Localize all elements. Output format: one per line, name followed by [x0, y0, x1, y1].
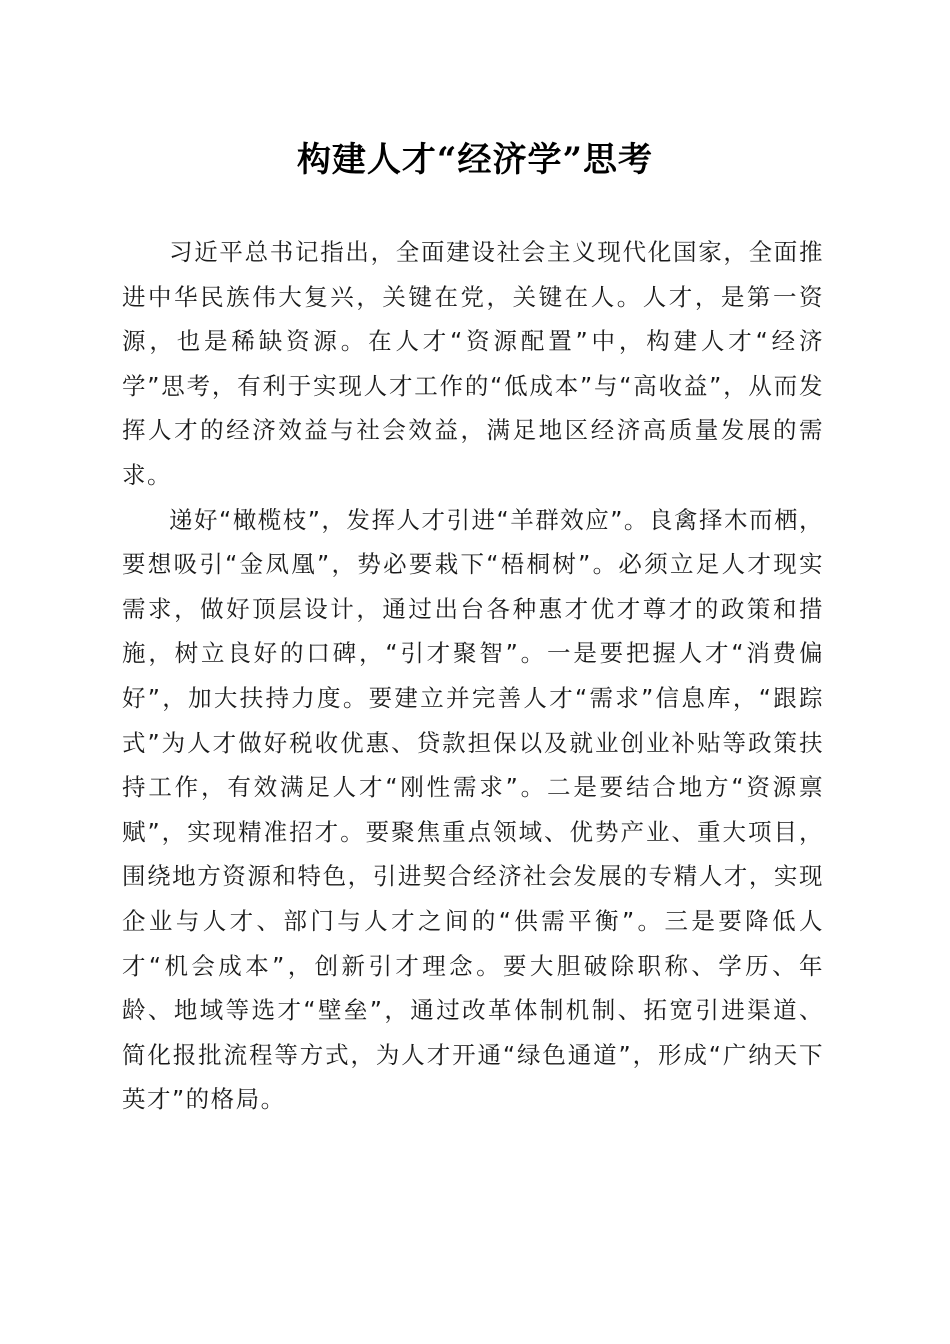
document-title: 构建人才“经济学”思考	[296, 140, 654, 180]
document-body	[122, 230, 824, 1122]
paragraph-intro: 习近平总书记指出，全面建设社会主义现代化国家，全面推进中华民族伟大复兴，关键在党，关键在人。人才，是第一资源，也是稀缺资源。在人才“资源配置”中，构建人才“经济学”思考，有利于实现人才工作的“低成本”与“高收益”，从而发挥人才的经济效益与社会效益，满足地区经济高质量发展的需求。	[122, 238, 824, 489]
paragraph-talent-introduction: 递好“橄榄枝”，发挥人才引进“羊群效应”。良禽择木而栖，要想吸引“金凤凰”，势必要栽下“梧桐树”。必须立足人才现实需求，做好顶层设计，通过出台各种惠才优才尊才的政策和措施，树立良好的口碑，“引才聚智”。一是要把握人才“消费偏好”，加大扶持力度。要建立并完善人才“需求”信息库，“跟踪式”为人才做好税收优惠、贷款担保以及就业创业补贴等政策扶持工作，有效满足人才“刚性需求”。二是要结合地方“资源禀赋”，实现精准招才。要聚焦重点领域、优势产业、重大项目，围绕地方资源和特色，引进契合经济社会发展的专精人才，实现企业与人才、部门与人才之间的“供需平衡”。三是要降低人才“机会成本”，创新引才理念。要大胆破除职称、学历、年龄、地域等选才“壁垒”，通过改革体制机制、拓宽引进渠道、简化报批流程等方式，为人才开通“绿色通道”，形成“广纳天下英才”的格局。	[122, 505, 824, 1114]
